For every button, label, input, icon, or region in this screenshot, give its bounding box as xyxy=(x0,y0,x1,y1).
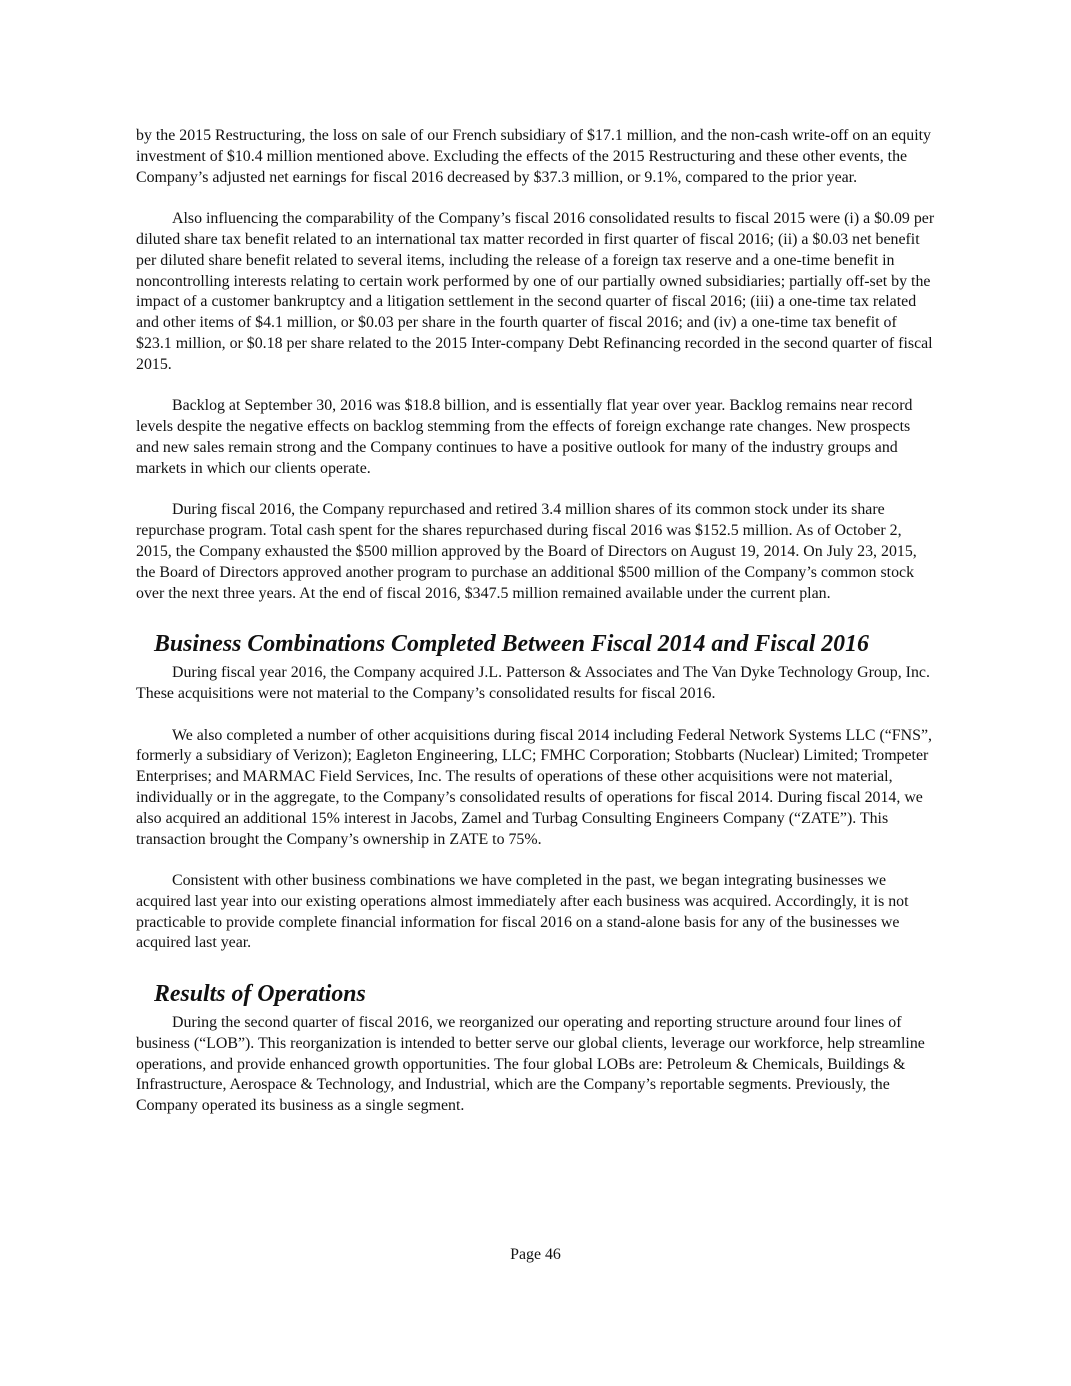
paragraph-reorganization: During the second quarter of fiscal 2016, we reorganized our operating and reporting structure around four lines of business (“LOB”). This reorganization is intended to better serve our global clients, leverage our workforce, help streamline operations, and provide enhanced growth opportunities. The four global LOBs are: Petroleum & Chemicals, Buildings & Infrastructure, Aerospace & Technology, and Industrial, which are the Company’s reportable segments. Previously, the Company operated its business as a single segment. xyxy=(136,1014,925,1115)
heading-business-combinations: Business Combinations Completed Between Fiscal 2014 and Fiscal 2016 xyxy=(154,631,869,658)
paragraph-restructuring-continued: by the 2015 Restructuring, the loss on sale of our French subsidiary of $17.1 million, and the non-cash write-off on an equity investment of $10.4 million mentioned above. Excluding the effects of the 2015 Restructuring and these other events, the Company’s adjusted net earnings for fiscal 2016 decreased by $37.3 million, or 9.1%, compared to the prior year. xyxy=(136,127,931,186)
page-body xyxy=(136,126,936,1138)
paragraph-share-repurchase: During fiscal 2016, the Company repurchased and retired 3.4 million shares of its common stock under its share repurchase program. Total cash spent for the shares repurchased during fiscal 2016 was $152.5 million. As of October 2, 2015, the Company exhausted the $500 million approved by the Board of Directors on August 19, 2014. On July 23, 2015, the Board of Directors approved another program to purchase an additional $500 million of the Company’s common stock over the next three years. At the end of fiscal 2016, $347.5 million remained available under the current plan. xyxy=(136,501,917,602)
paragraph-integration: Consistent with other business combinations we have completed in the past, we began integrating businesses we acquired last year into our existing operations almost immediately after each business was acquired. Accordingly, it is not practicable to provide complete financial information for fiscal 2016 on a stand-alone basis for any of the businesses we acquired last year. xyxy=(136,872,909,952)
paragraph-comparability: Also influencing the comparability of the Company’s fiscal 2016 consolidated results to fiscal 2015 were (i) a $0.09 per diluted share tax benefit related to an international tax matter recorded in first quarter of fiscal 2016; (ii) a $0.03 net benefit per diluted share benefit related to several items, including the release of a foreign tax reserve and a one-time benefit in noncontrolling interests relating to certain work performed by one of our partially owned subsidiaries; partially off-set by the impact of a customer bankruptcy and a litigation settlement in the second quarter of fiscal 2016; (iii) a one-time tax related and other items of $4.1 million, or $0.03 per share in the fourth quarter of fiscal 2016; and (iv) a one-time tax benefit of $23.1 million, or $0.18 per share related to the 2015 Inter-company Debt Refinancing recorded in the second quarter of fiscal 2015. xyxy=(136,210,935,373)
page-number: Page 46 xyxy=(510,1246,561,1263)
heading-results-of-operations: Results of Operations xyxy=(154,981,366,1008)
paragraph-backlog: Backlog at September 30, 2016 was $18.8 billion, and is essentially flat year over year. Backlog remains near record levels despite the negative effects on backlog stemming from the effects of foreign exchange rate changes. New prospects and new sales remain strong and the Company continues to have a positive outlook for many of the industry groups and markets in which our clients operate. xyxy=(136,397,913,477)
paragraph-acquisitions-2016: During fiscal year 2016, the Company acquired J.L. Patterson & Associates and The Van Dyke Technology Group, Inc. These acquisitions were not material to the Company’s consolidated results for fiscal 2016. xyxy=(136,664,930,702)
paragraph-acquisitions-2014: We also completed a number of other acquisitions during fiscal 2014 including Federal Network Systems LLC (“FNS”, formerly a subsidiary of Verizon); Eagleton Engineering, LLC; FMHC Corporation; Stobbarts (Nuclear) Limited; Trompeter Enterprises; and MARMAC Field Services, Inc. The results of operations of these other acquisitions were not material, individually or in the aggregate, to the Company’s consolidated results of operations for fiscal 2014. During fiscal 2014, we also acquired an additional 15% interest in Jacobs, Zamel and Turbag Consulting Engineers Company (“ZATE”). This transaction brought the Company’s ownership in ZATE to 75%. xyxy=(136,726,932,848)
